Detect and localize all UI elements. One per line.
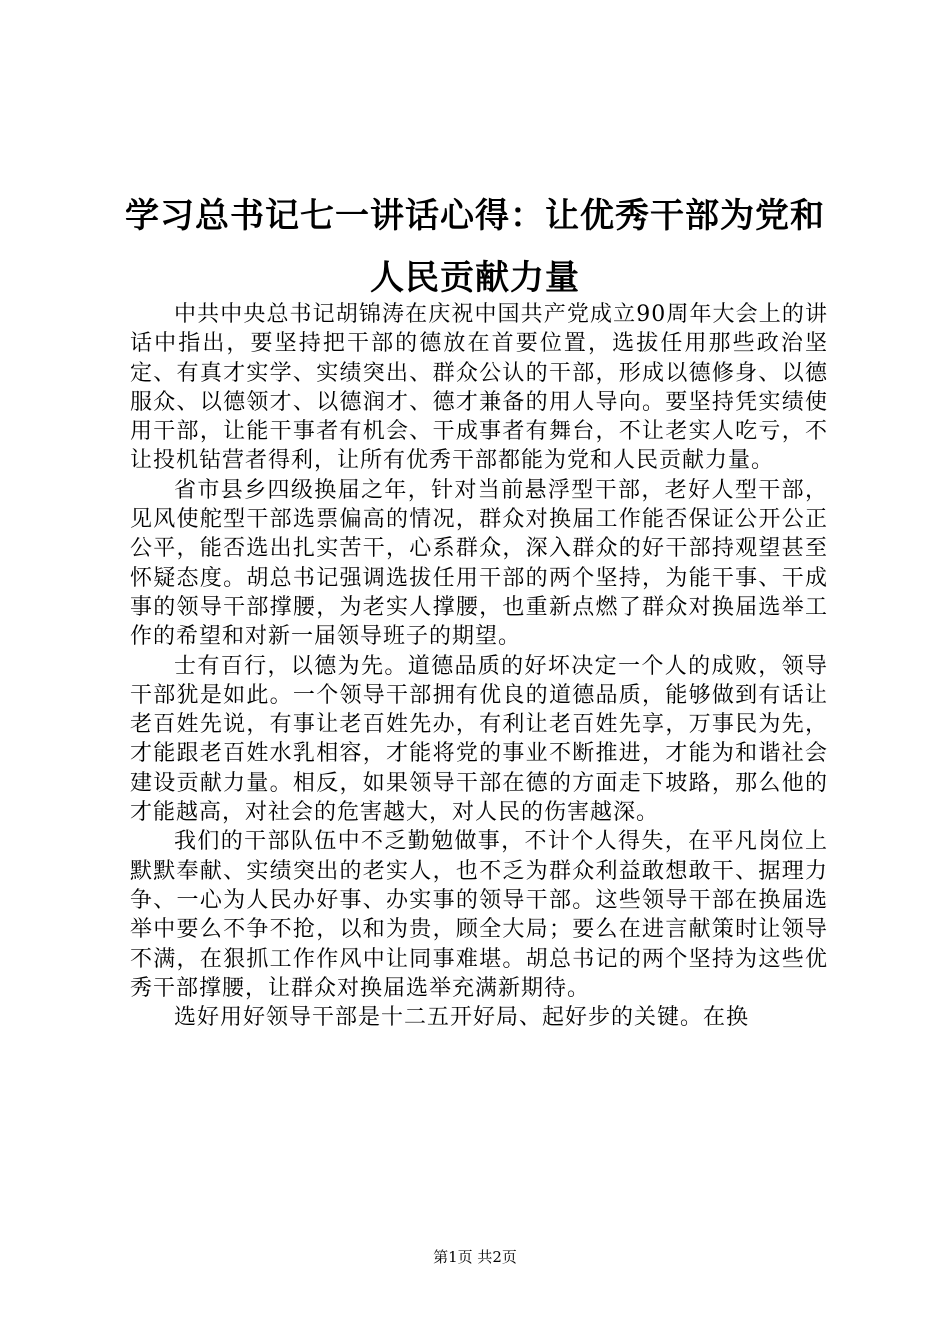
page-footer: 第1页 共2页 [433,1248,517,1266]
document-title-line-2: 人民贡献力量 [370,258,580,298]
paragraph-1: 中共中央总书记胡锦涛在庆祝中国共产党成立90周年大会上的讲话中指出，要坚持把干部的德放在首要位置，选拔任用那些政治坚定、有真才实学、实绩突出、群众公认的干部，形成以德修身、以德服众、以德领才、以德润才、德才兼备的用人导向。要坚持凭实绩使用干部，让能干事者有机会、干成事者有舞台，不让老实人吃亏，不让投机钻营者得利，让所有优秀干部都能为党和人民贡献力量。 [130,302,828,474]
paragraph-5: 选好用好领导干部是十二五开好局、起好步的关键。在换 [174,1005,750,1031]
paragraph-4: 我们的干部队伍中不乏勤勉做事，不计个人得失，在平凡岗位上默默奉献、实绩突出的老实人，也不乏为群众利益敢想敢干、据理力争、一心为人民办好事、办实事的领导干部。这些领导干部在换届选举中要么不争不抢，以和为贵，顾全大局；要么在进言献策时让领导不满，在狠抓工作作风中让同事难堪。胡总书记的两个坚持为这些优秀干部撑腰，让群众对换届选举充满新期待。 [130,829,828,1001]
document-body [130,300,828,1032]
paragraph-2: 省市县乡四级换届之年，针对当前悬浮型干部，老好人型干部，见风使舵型干部选票偏高的情况，群众对换届工作能否保证公开公正公平，能否选出扎实苦干，心系群众，深入群众的好干部持观望甚至怀疑态度。胡总书记强调选拔任用干部的两个坚持，为能干事、干成事的领导干部撑腰，为老实人撑腰，也重新点燃了群众对换届选举工作的希望和对新一届领导班子的期望。 [130,477,828,650]
paragraph-3: 士有百行，以德为先。道德品质的好坏决定一个人的成败，领导干部犹是如此。一个领导干部拥有优良的道德品质，能够做到有话让老百姓先说，有事让老百姓先办，有利让老百姓先享，万事民为先，才能跟老百姓水乳相容，才能将党的事业不断推进，才能为和谐社会建设贡献力量。相反，如果领导干部在德的方面走下坡路，那么他的才能越高，对社会的危害越大，对人民的伤害越深。 [130,653,828,826]
document-title-line-1: 学习总书记七一讲话心得：让优秀干部为党和 [125,196,825,236]
